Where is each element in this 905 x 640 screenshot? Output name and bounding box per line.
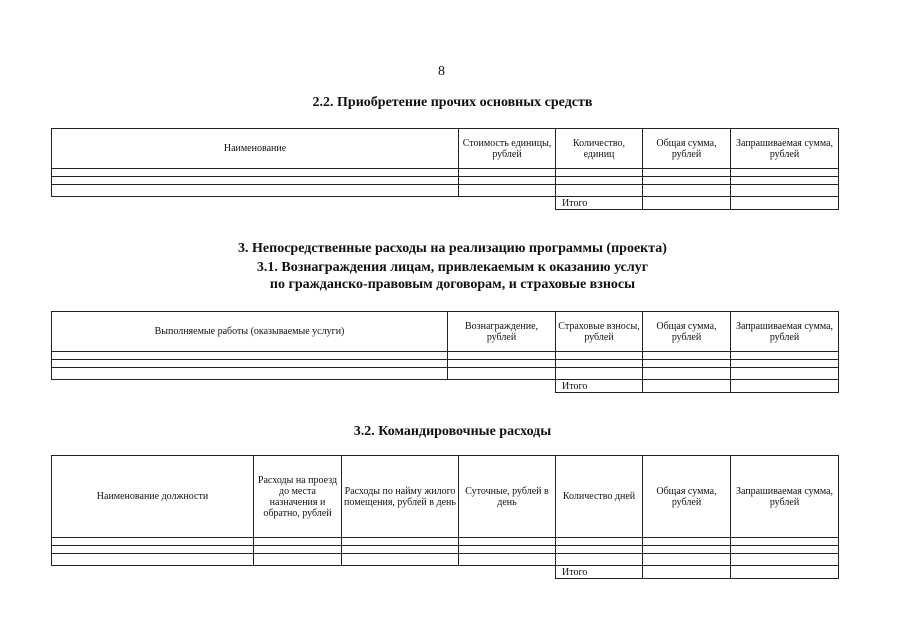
blank-cell (52, 380, 448, 393)
table-cell[interactable] (556, 169, 643, 177)
total-label: Итого (556, 566, 643, 579)
total-cell[interactable] (643, 197, 731, 210)
table-cell[interactable] (643, 546, 731, 554)
total-label: Итого (556, 197, 643, 210)
total-cell[interactable] (731, 380, 839, 393)
header-cell: Запрашиваемая сумма, рублей (731, 312, 839, 352)
header-cell: Суточные, рублей в день (459, 456, 556, 538)
table-cell[interactable] (643, 538, 731, 546)
blank-cell (254, 566, 342, 579)
table-cell[interactable] (643, 185, 731, 197)
table-cell[interactable] (52, 360, 448, 368)
table-cell[interactable] (342, 554, 459, 566)
table-header-row (52, 129, 839, 169)
table-cell[interactable] (556, 177, 643, 185)
section-3-1-title-line2: по гражданско-правовым договорам, и страховые взносы (269, 277, 636, 292)
page-number: 8 (438, 64, 445, 79)
header-cell: Общая сумма, рублей (643, 456, 731, 538)
table-cell[interactable] (731, 352, 839, 360)
table-cell[interactable] (52, 352, 448, 360)
table-cell[interactable] (643, 169, 731, 177)
header-cell: Расходы на проезд до места назначения и обратно, рублей (254, 456, 342, 538)
table-contract-services (51, 311, 839, 393)
table-cell[interactable] (459, 177, 556, 185)
blank-cell (52, 197, 459, 210)
table-cell[interactable] (448, 368, 556, 380)
table-row (52, 368, 839, 380)
table-cell[interactable] (254, 538, 342, 546)
table-row (52, 169, 839, 177)
table-travel-expenses (51, 455, 839, 579)
table-cell[interactable] (643, 554, 731, 566)
table-row (52, 554, 839, 566)
table-cell[interactable] (643, 352, 731, 360)
blank-cell (459, 566, 556, 579)
table-row (52, 185, 839, 197)
header-cell: Расходы по найму жилого помещения, рублей в день (342, 456, 459, 538)
table-cell[interactable] (52, 546, 254, 554)
table-cell[interactable] (731, 177, 839, 185)
table-row (52, 352, 839, 360)
blank-cell (52, 566, 254, 579)
total-cell[interactable] (731, 197, 839, 210)
table-cell[interactable] (52, 368, 448, 380)
header-cell: Запрашиваемая сумма, рублей (731, 129, 839, 169)
table-cell[interactable] (52, 177, 459, 185)
table-cell[interactable] (448, 352, 556, 360)
total-cell[interactable] (731, 566, 839, 579)
table-cell[interactable] (52, 169, 459, 177)
table-row (52, 538, 839, 546)
table-cell[interactable] (459, 185, 556, 197)
table-cell[interactable] (731, 185, 839, 197)
table-fixed-assets (51, 128, 839, 210)
table-cell[interactable] (731, 538, 839, 546)
table-cell[interactable] (459, 546, 556, 554)
table-row (52, 177, 839, 185)
table-cell[interactable] (52, 185, 459, 197)
table-cell[interactable] (52, 554, 254, 566)
header-cell: Наименование должности (52, 456, 254, 538)
table-cell[interactable] (731, 368, 839, 380)
total-label: Итого (556, 380, 643, 393)
section-3-1-title-line1: 3.1. Вознаграждения лицам, привлекаемым к оказанию услуг (256, 260, 649, 275)
table-cell[interactable] (731, 360, 839, 368)
header-cell: Наименование (52, 129, 459, 169)
section-3-title: 3. Непосредственные расходы на реализацию программы (проекта) (238, 241, 667, 256)
table-cell[interactable] (556, 360, 643, 368)
table-cell[interactable] (459, 538, 556, 546)
table-cell[interactable] (731, 554, 839, 566)
header-cell: Страховые взносы, рублей (556, 312, 643, 352)
header-cell: Общая сумма, рублей (643, 129, 731, 169)
blank-cell (448, 380, 556, 393)
section-2-2-title: 2.2. Приобретение прочих основных средств (312, 95, 593, 110)
table-cell[interactable] (731, 169, 839, 177)
table-cell[interactable] (556, 546, 643, 554)
table-cell[interactable] (556, 352, 643, 360)
header-cell: Количество, единиц (556, 129, 643, 169)
total-row (52, 197, 839, 210)
table-cell[interactable] (254, 554, 342, 566)
table-cell[interactable] (448, 360, 556, 368)
table-cell[interactable] (556, 185, 643, 197)
table-cell[interactable] (643, 360, 731, 368)
table-cell[interactable] (556, 554, 643, 566)
table-cell[interactable] (459, 169, 556, 177)
table-cell[interactable] (731, 546, 839, 554)
header-cell: Стоимость единицы, рублей (459, 129, 556, 169)
table-cell[interactable] (643, 368, 731, 380)
total-cell[interactable] (643, 566, 731, 579)
header-cell: Запрашиваемая сумма, рублей (731, 456, 839, 538)
table-cell[interactable] (556, 538, 643, 546)
table-cell[interactable] (254, 546, 342, 554)
table-header-row (52, 456, 839, 538)
total-cell[interactable] (643, 380, 731, 393)
total-row (52, 566, 839, 579)
table-cell[interactable] (459, 554, 556, 566)
header-cell: Вознаграждение, рублей (448, 312, 556, 352)
table-row (52, 546, 839, 554)
blank-cell (459, 197, 556, 210)
table-cell[interactable] (643, 177, 731, 185)
blank-cell (342, 566, 459, 579)
table-row (52, 360, 839, 368)
table-cell[interactable] (556, 368, 643, 380)
table-header-row (52, 312, 839, 352)
total-row (52, 380, 839, 393)
header-cell: Общая сумма, рублей (643, 312, 731, 352)
header-cell: Выполняемые работы (оказываемые услуги) (52, 312, 448, 352)
table-cell[interactable] (342, 538, 459, 546)
section-3-2-title: 3.2. Командировочные расходы (353, 424, 552, 439)
table-cell[interactable] (342, 546, 459, 554)
header-cell: Количество дней (556, 456, 643, 538)
table-cell[interactable] (52, 538, 254, 546)
